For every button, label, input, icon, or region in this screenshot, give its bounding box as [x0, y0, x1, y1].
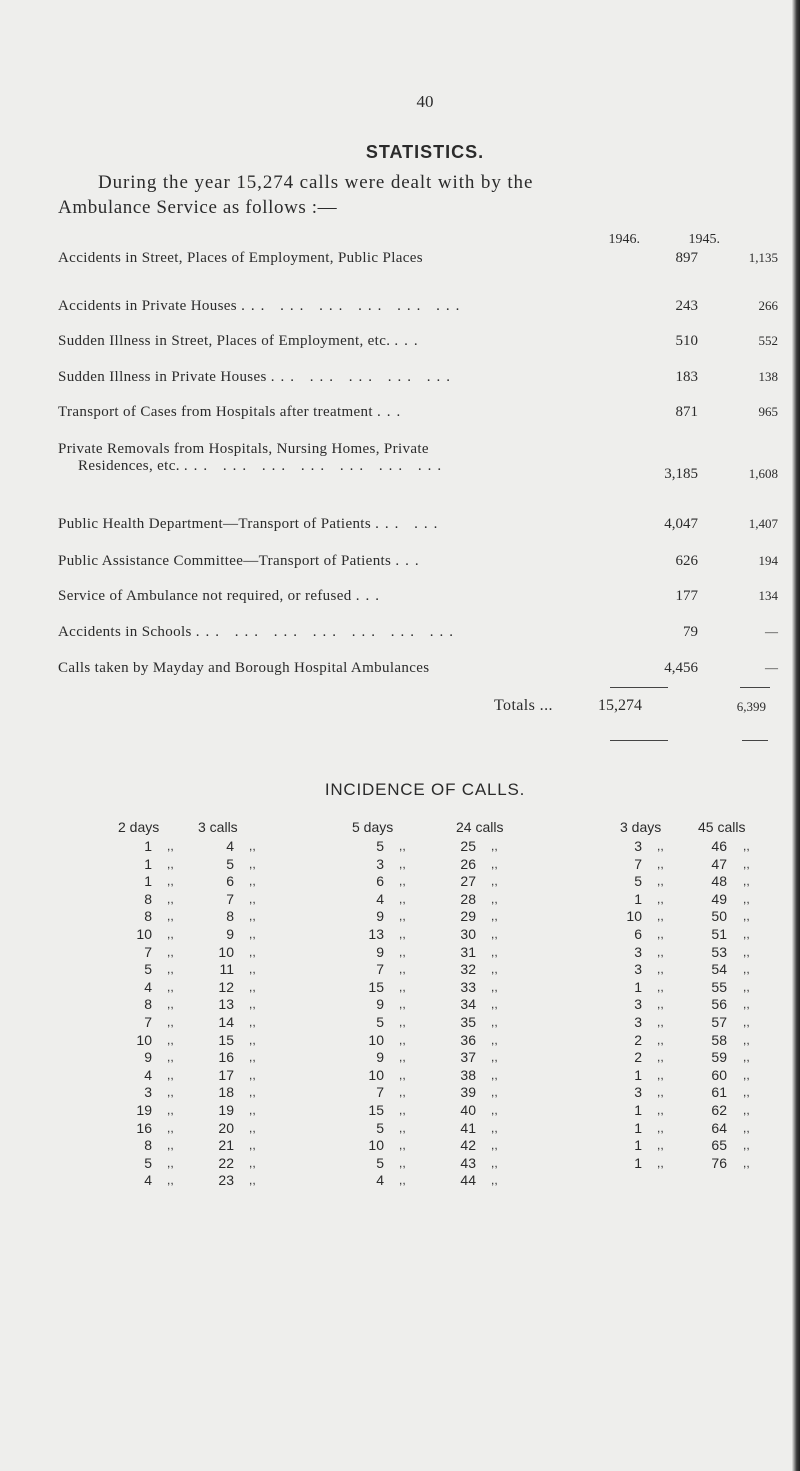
- ditto-mark: ,,: [249, 1050, 256, 1065]
- incidence-calls-value: 39: [460, 1084, 476, 1101]
- incidence-calls-value: 61: [711, 1084, 727, 1101]
- incidence-days-value: 7: [376, 961, 384, 978]
- ditto-mark: ,,: [657, 909, 664, 924]
- ditto-mark: ,,: [743, 979, 750, 994]
- ditto-mark: ,,: [491, 1155, 498, 1170]
- ditto-mark: ,,: [657, 856, 664, 871]
- incidence-calls-value: 18: [218, 1084, 234, 1101]
- stats-row-label: Sudden Illness in Street, Places of Employment, etc. ...: [58, 333, 424, 349]
- ditto-mark: ,,: [743, 962, 750, 977]
- incidence-calls-value: 26: [460, 855, 476, 872]
- ditto-mark: ,,: [657, 1138, 664, 1153]
- incidence-calls-value: 9: [226, 926, 234, 942]
- ditto-mark: ,,: [399, 927, 406, 941]
- incidence-calls-value: 59: [711, 1049, 727, 1066]
- incidence-calls-value: 49: [711, 890, 727, 907]
- incidence-days-value: 8: [144, 996, 152, 1013]
- incidence-calls-value: 23: [218, 1172, 234, 1189]
- stats-row-label: Service of Ambulance not required, or refused ...: [58, 588, 385, 604]
- ditto-mark: ,,: [249, 944, 256, 959]
- incidence-title: INCIDENCE OF CALLS.: [324, 780, 526, 799]
- ditto-mark: ,,: [743, 839, 750, 853]
- ditto-mark: ,,: [743, 874, 750, 889]
- ditto-mark: ,,: [249, 1173, 256, 1188]
- incidence-days-value: 5: [144, 961, 152, 978]
- stats-row-label: Calls taken by Mayday and Borough Hospital Ambulances: [58, 660, 430, 676]
- incidence-calls-value: 32: [460, 961, 476, 978]
- value-1946: 3,185: [664, 466, 698, 482]
- leader-dots: ...: [394, 333, 424, 349]
- stats-row-label: Private Removals from Hospitals, Nursing Homes, Private Residences, etc. ... ... ... ... ... ... ...: [58, 441, 598, 475]
- incidence-calls-value: 64: [711, 1119, 727, 1136]
- incidence-calls-value: 44: [460, 1172, 476, 1189]
- ditto-mark: ,,: [743, 1067, 750, 1082]
- value-1945: 552: [758, 333, 778, 348]
- ditto-mark: ,,: [491, 944, 498, 959]
- ditto-mark: ,,: [657, 839, 664, 853]
- incidence-days-value: 4: [376, 1172, 384, 1189]
- incidence-calls-value: 58: [711, 1031, 727, 1048]
- ditto-mark: ,,: [167, 997, 174, 1012]
- ditto-mark: ,,: [491, 891, 498, 906]
- incidence-days-value: 5: [144, 1154, 152, 1171]
- incidence-calls-value: 46: [711, 838, 727, 854]
- ditto-mark: ,,: [167, 856, 174, 871]
- totals-1945: 6,399: [736, 699, 766, 714]
- ditto-mark: ,,: [657, 927, 664, 941]
- incidence-calls-value: 14: [218, 1014, 234, 1030]
- ditto-mark: ,,: [249, 856, 256, 871]
- incidence-days-value: 7: [376, 1084, 384, 1101]
- ditto-mark: ,,: [249, 1032, 256, 1047]
- incidence-calls-value: 11: [219, 961, 234, 978]
- incidence-days-value: 5: [376, 838, 384, 854]
- ditto-mark: ,,: [743, 1050, 750, 1065]
- ditto-mark: ,,: [657, 1032, 664, 1047]
- ditto-mark: ,,: [399, 979, 406, 994]
- ditto-mark: ,,: [491, 1173, 498, 1188]
- incidence-days-value: 2: [634, 1049, 642, 1066]
- incidence-days-value: 3: [144, 1084, 152, 1101]
- ditto-mark: ,,: [399, 1173, 406, 1188]
- incidence-header-calls: 3 calls: [198, 819, 238, 835]
- incidence-days-value: 3: [634, 996, 642, 1013]
- incidence-calls-value: 60: [711, 1066, 727, 1083]
- ditto-mark: ,,: [249, 1085, 256, 1100]
- ditto-mark: ,,: [491, 874, 498, 889]
- ditto-mark: ,,: [491, 909, 498, 924]
- ditto-mark: ,,: [743, 1085, 750, 1100]
- ditto-mark: ,,: [743, 927, 750, 941]
- ditto-mark: ,,: [491, 856, 498, 871]
- ditto-mark: ,,: [249, 1155, 256, 1170]
- page-title: STATISTICS.: [365, 142, 485, 162]
- leader-dots: ... ... ... ... ... ...: [241, 298, 466, 314]
- ditto-mark: ,,: [491, 1103, 498, 1117]
- ditto-mark: ,,: [491, 1120, 498, 1135]
- incidence-days-value: 1: [634, 978, 642, 995]
- incidence-calls-value: 10: [218, 943, 234, 960]
- ditto-mark: ,,: [657, 997, 664, 1012]
- ditto-mark: ,,: [399, 1050, 406, 1065]
- ditto-mark: ,,: [657, 1015, 664, 1029]
- incidence-calls-value: 12: [218, 978, 234, 995]
- ditto-mark: ,,: [657, 979, 664, 994]
- ditto-mark: ,,: [491, 979, 498, 994]
- ditto-mark: ,,: [167, 1173, 174, 1188]
- stats-row-label: Accidents in Private Houses ... ... ... ... ... ...: [58, 298, 466, 314]
- leader-dots: ...: [355, 588, 385, 604]
- value-1945: —: [765, 660, 778, 675]
- ditto-mark: ,,: [249, 1103, 256, 1117]
- ditto-mark: ,,: [167, 927, 174, 941]
- intro-paragraph: [58, 170, 798, 220]
- incidence-calls-value: 57: [711, 1014, 727, 1030]
- value-1945: 134: [758, 588, 778, 603]
- incidence-days-value: 1: [634, 890, 642, 907]
- value-1945: 1,407: [748, 516, 778, 531]
- value-1945: 965: [758, 404, 778, 419]
- page-edge-shadow: [792, 0, 800, 1471]
- incidence-calls-value: 38: [460, 1066, 476, 1083]
- incidence-calls-value: 20: [218, 1119, 234, 1136]
- ditto-mark: ,,: [167, 962, 174, 977]
- incidence-days-value: 8: [144, 1137, 152, 1154]
- leader-dots: ... ...: [375, 516, 444, 532]
- ditto-mark: ,,: [399, 1120, 406, 1135]
- incidence-calls-value: 22: [218, 1154, 234, 1171]
- ditto-mark: ,,: [399, 1085, 406, 1100]
- incidence-days-value: 10: [136, 1031, 152, 1048]
- incidence-days-value: 3: [634, 943, 642, 960]
- ditto-mark: ,,: [249, 1015, 256, 1029]
- value-1946: 4,047: [664, 516, 698, 532]
- ditto-mark: ,,: [249, 891, 256, 906]
- incidence-header-days: 3 days: [620, 819, 662, 835]
- incidence-calls-value: 29: [460, 908, 476, 925]
- ditto-mark: ,,: [399, 1155, 406, 1170]
- ditto-mark: ,,: [657, 944, 664, 959]
- ditto-mark: ,,: [167, 1120, 174, 1135]
- incidence-calls-value: 33: [460, 978, 476, 995]
- incidence-days-value: 13: [368, 926, 384, 942]
- leader-dots: ... ... ... ... ...: [270, 369, 457, 385]
- ditto-mark: ,,: [399, 1138, 406, 1153]
- ditto-mark: ,,: [491, 927, 498, 941]
- incidence-days-value: 3: [634, 1014, 642, 1030]
- ditto-mark: ,,: [399, 856, 406, 871]
- incidence-days-value: 9: [144, 1049, 152, 1066]
- intro-line-1: During the year 15,274 calls were dealt with by the: [98, 172, 534, 193]
- ditto-mark: ,,: [399, 962, 406, 977]
- ditto-mark: ,,: [491, 1032, 498, 1047]
- ditto-mark: ,,: [491, 839, 498, 853]
- totals-underline-1945: [742, 740, 768, 741]
- ditto-mark: ,,: [657, 891, 664, 906]
- incidence-days-value: 6: [376, 873, 384, 890]
- ditto-mark: ,,: [743, 944, 750, 959]
- incidence-calls-value: 40: [460, 1102, 476, 1118]
- ditto-mark: ,,: [657, 1155, 664, 1170]
- incidence-days-value: 10: [368, 1066, 384, 1083]
- ditto-mark: ,,: [491, 997, 498, 1012]
- ditto-mark: ,,: [491, 1067, 498, 1082]
- ditto-mark: ,,: [743, 997, 750, 1012]
- incidence-calls-value: 27: [460, 873, 476, 890]
- incidence-days-value: 15: [368, 978, 384, 995]
- incidence-calls-value: 4: [226, 838, 234, 854]
- incidence-calls-value: 17: [218, 1066, 234, 1083]
- incidence-days-value: 5: [634, 873, 642, 890]
- incidence-calls-value: 50: [711, 908, 727, 925]
- ditto-mark: ,,: [657, 1085, 664, 1100]
- ditto-mark: ,,: [249, 1138, 256, 1153]
- ditto-mark: ,,: [167, 979, 174, 994]
- stats-row-label: Accidents in Schools ... ... ... ... ... ... ...: [58, 624, 460, 640]
- incidence-calls-value: 65: [711, 1137, 727, 1154]
- incidence-calls-value: 21: [218, 1137, 234, 1154]
- incidence-days-value: 3: [634, 838, 642, 854]
- value-1945: 1,608: [748, 466, 778, 481]
- leader-dots: ... ... ... ... ... ... ...: [183, 458, 448, 474]
- ditto-mark: ,,: [743, 909, 750, 924]
- incidence-calls-value: 47: [711, 855, 727, 872]
- incidence-calls-value: 6: [226, 873, 234, 890]
- incidence-days-value: 1: [144, 838, 152, 854]
- incidence-days-value: 1: [144, 855, 152, 872]
- ditto-mark: ,,: [399, 891, 406, 906]
- incidence-days-value: 19: [136, 1102, 152, 1118]
- ditto-mark: ,,: [249, 1120, 256, 1135]
- incidence-days-value: 3: [634, 961, 642, 978]
- ditto-mark: ,,: [491, 1085, 498, 1100]
- incidence-days-value: 8: [144, 908, 152, 925]
- incidence-days-value: 4: [144, 1172, 152, 1189]
- incidence-days-value: 1: [634, 1119, 642, 1136]
- ditto-mark: ,,: [743, 1103, 750, 1117]
- ditto-mark: ,,: [743, 891, 750, 906]
- incidence-calls-value: 5: [226, 855, 234, 872]
- incidence-days-value: 1: [144, 873, 152, 890]
- incidence-calls-value: 35: [460, 1014, 476, 1030]
- stats-row-label: Sudden Illness in Private Houses ... ... ... ... ...: [58, 369, 457, 385]
- stats-row-label: Public Assistance Committee—Transport of Patients ...: [58, 553, 425, 569]
- totals-rule-1946: [610, 687, 668, 688]
- ditto-mark: ,,: [743, 1015, 750, 1029]
- ditto-mark: ,,: [399, 1015, 406, 1029]
- ditto-mark: ,,: [743, 1155, 750, 1170]
- ditto-mark: ,,: [657, 1050, 664, 1065]
- incidence-calls-value: 76: [711, 1154, 727, 1171]
- incidence-calls-value: 30: [460, 926, 476, 942]
- incidence-days-value: 8: [144, 890, 152, 907]
- incidence-days-value: 6: [634, 926, 642, 942]
- ditto-mark: ,,: [399, 1067, 406, 1082]
- incidence-days-value: 5: [376, 1119, 384, 1136]
- incidence-days-value: 16: [136, 1119, 152, 1136]
- ditto-mark: ,,: [167, 1155, 174, 1170]
- ditto-mark: ,,: [249, 1067, 256, 1082]
- ditto-mark: ,,: [399, 839, 406, 853]
- totals-label: Totals ...: [494, 697, 553, 714]
- ditto-mark: ,,: [657, 1067, 664, 1082]
- value-1946: 871: [675, 404, 698, 420]
- incidence-days-value: 15: [368, 1102, 384, 1118]
- incidence-calls-value: 36: [460, 1031, 476, 1048]
- ditto-mark: ,,: [743, 856, 750, 871]
- totals-underline-1946: [610, 740, 668, 741]
- incidence-calls-value: 53: [711, 943, 727, 960]
- ditto-mark: ,,: [399, 997, 406, 1012]
- incidence-calls-value: 7: [226, 890, 234, 907]
- incidence-days-value: 1: [634, 1066, 642, 1083]
- incidence-days-value: 9: [376, 1049, 384, 1066]
- incidence-calls-value: 55: [711, 978, 727, 995]
- value-1945: 266: [758, 298, 778, 313]
- ditto-mark: ,,: [249, 909, 256, 924]
- stats-row-label: Transport of Cases from Hospitals after treatment ...: [58, 404, 407, 420]
- incidence-calls-value: 51: [711, 926, 727, 942]
- value-1946: 4,456: [664, 660, 698, 676]
- ditto-mark: ,,: [743, 1120, 750, 1135]
- stats-row-label: Public Health Department—Transport of Patients ... ...: [58, 516, 444, 532]
- leader-dots: ... ... ... ... ... ... ...: [195, 624, 460, 640]
- incidence-header-calls: 24 calls: [456, 819, 504, 835]
- ditto-mark: ,,: [167, 1050, 174, 1065]
- value-1946: 79: [683, 624, 698, 640]
- ditto-mark: ,,: [399, 944, 406, 959]
- intro-line-2: Ambulance Service as follows :—: [58, 197, 338, 218]
- ditto-mark: ,,: [249, 839, 256, 853]
- ditto-mark: ,,: [167, 944, 174, 959]
- ditto-mark: ,,: [167, 909, 174, 924]
- ditto-mark: ,,: [249, 927, 256, 941]
- ditto-mark: ,,: [657, 962, 664, 977]
- totals-rule-1945: [740, 687, 770, 688]
- incidence-calls-value: 28: [460, 890, 476, 907]
- incidence-days-value: 5: [376, 1154, 384, 1171]
- incidence-calls-value: 15: [218, 1031, 234, 1048]
- incidence-header-days: 5 days: [352, 819, 394, 835]
- value-1946: 626: [675, 553, 698, 569]
- ditto-mark: ,,: [167, 1085, 174, 1100]
- incidence-days-value: 10: [136, 926, 152, 942]
- ditto-mark: ,,: [249, 997, 256, 1012]
- incidence-days-value: 5: [376, 1014, 384, 1030]
- leader-dots: ...: [395, 553, 425, 569]
- ditto-mark: ,,: [167, 1015, 174, 1029]
- incidence-days-value: 4: [376, 890, 384, 907]
- incidence-calls-value: 41: [460, 1119, 476, 1136]
- incidence-days-value: 1: [634, 1154, 642, 1171]
- value-1946: 183: [675, 369, 698, 385]
- incidence-calls-value: 56: [711, 996, 727, 1013]
- value-1945: 138: [758, 369, 778, 384]
- ditto-mark: ,,: [167, 874, 174, 889]
- incidence-days-value: 10: [368, 1137, 384, 1154]
- incidence-header-calls: 45 calls: [698, 819, 746, 835]
- incidence-calls-value: 8: [226, 908, 234, 925]
- ditto-mark: ,,: [249, 979, 256, 994]
- ditto-mark: ,,: [657, 1120, 664, 1135]
- incidence-days-value: 3: [376, 855, 384, 872]
- ditto-mark: ,,: [491, 1138, 498, 1153]
- incidence-days-value: 7: [144, 1014, 152, 1030]
- ditto-mark: ,,: [743, 1138, 750, 1153]
- incidence-days-value: 4: [144, 978, 152, 995]
- incidence-calls-value: 16: [218, 1049, 234, 1066]
- ditto-mark: ,,: [657, 1103, 664, 1117]
- ditto-mark: ,,: [167, 891, 174, 906]
- incidence-days-value: 9: [376, 996, 384, 1013]
- incidence-days-value: 10: [368, 1031, 384, 1048]
- ditto-mark: ,,: [249, 962, 256, 977]
- ditto-mark: ,,: [167, 1103, 174, 1117]
- value-1945: 1,135: [748, 250, 778, 265]
- value-1945: —: [765, 624, 778, 639]
- ditto-mark: ,,: [399, 874, 406, 889]
- ditto-mark: ,,: [491, 1050, 498, 1065]
- ditto-mark: ,,: [491, 962, 498, 977]
- ditto-mark: ,,: [167, 839, 174, 853]
- stats-row-label-continued: Residences, etc. ... ... ... ... ... ... ...: [78, 458, 448, 474]
- incidence-calls-value: 25: [460, 838, 476, 854]
- incidence-calls-value: 48: [711, 873, 727, 890]
- value-1946: 897: [675, 250, 698, 266]
- incidence-calls-value: 42: [460, 1137, 476, 1154]
- incidence-calls-value: 31: [460, 943, 476, 960]
- incidence-calls-value: 13: [218, 996, 234, 1013]
- leader-dots: ...: [376, 404, 407, 420]
- incidence-days-value: 9: [376, 943, 384, 960]
- page-number: 40: [416, 92, 434, 111]
- incidence-calls-value: 19: [218, 1102, 234, 1118]
- ditto-mark: ,,: [399, 1103, 406, 1117]
- ditto-mark: ,,: [167, 1138, 174, 1153]
- ditto-mark: ,,: [399, 909, 406, 924]
- incidence-days-value: 7: [634, 855, 642, 872]
- incidence-days-value: 2: [634, 1031, 642, 1048]
- value-1946: 243: [675, 298, 698, 314]
- ditto-mark: ,,: [657, 874, 664, 889]
- ditto-mark: ,,: [167, 1032, 174, 1047]
- ditto-mark: ,,: [491, 1015, 498, 1029]
- incidence-calls-value: 34: [460, 996, 476, 1013]
- incidence-days-value: 3: [634, 1084, 642, 1101]
- incidence-calls-value: 62: [711, 1102, 727, 1118]
- incidence-calls-value: 37: [460, 1049, 476, 1066]
- incidence-days-value: 9: [376, 908, 384, 925]
- value-1946: 510: [675, 333, 698, 349]
- incidence-calls-value: 54: [711, 961, 727, 978]
- incidence-calls-value: 43: [460, 1154, 476, 1171]
- incidence-days-value: 4: [144, 1066, 152, 1083]
- incidence-days-value: 1: [634, 1102, 642, 1118]
- ditto-mark: ,,: [743, 1032, 750, 1047]
- incidence-days-value: 7: [144, 943, 152, 960]
- ditto-mark: ,,: [167, 1067, 174, 1082]
- ditto-mark: ,,: [399, 1032, 406, 1047]
- stats-row-label: Accidents in Street, Places of Employment, Public Places: [58, 250, 423, 266]
- incidence-days-value: 1: [634, 1137, 642, 1154]
- incidence-header-days: 2 days: [118, 819, 160, 835]
- value-1946: 177: [675, 588, 698, 604]
- value-1945: 194: [758, 553, 778, 568]
- totals-1946: 15,274: [598, 697, 642, 714]
- incidence-days-value: 10: [626, 908, 642, 925]
- ditto-mark: ,,: [249, 874, 256, 889]
